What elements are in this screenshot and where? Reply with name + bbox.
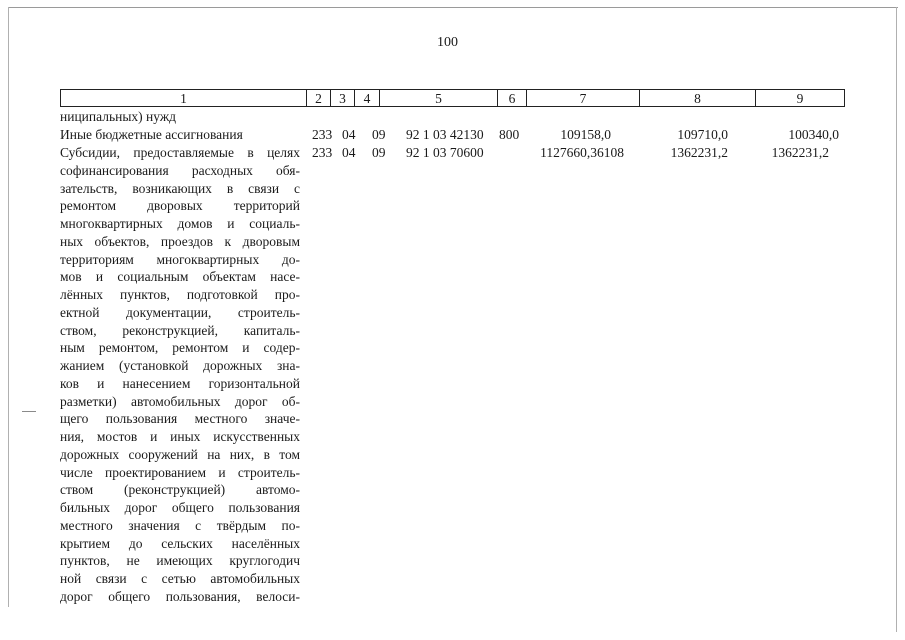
cell-col-7: 109158,0 (560, 127, 611, 142)
cell-col-9: 100340,0 (788, 127, 839, 142)
table-header-row (60, 89, 845, 107)
description-line: местного значения с твёрдым по- (60, 517, 300, 533)
cell-col-4: 09 (372, 127, 386, 142)
cell-col-4: 09 (372, 145, 386, 160)
header-col-2: 2 (306, 90, 330, 106)
description-line: ния, мостов и иных искусственных (60, 429, 300, 444)
header-col-6: 6 (497, 90, 526, 106)
description-line: лённых пунктов, подготовкой про- (60, 287, 300, 302)
header-col-7: 7 (526, 90, 639, 106)
description-line: дорожных сооружений на них, в том (60, 446, 300, 462)
description-line: ной связи с сетью автомобильных (60, 571, 300, 586)
description-line: мов и социальным объектам насе- (60, 269, 300, 285)
cell-col-5: 92 1 03 42130 (406, 127, 484, 142)
cell-col-3: 04 (342, 145, 356, 160)
scan-mark (22, 411, 36, 412)
row-description (60, 144, 300, 606)
description-line: ным ремонтом, ремонтом и содер- (60, 340, 300, 356)
cell-col-5: 92 1 03 70600 (406, 145, 484, 160)
description-line: зательств, возникающих в связи с (60, 180, 300, 196)
description-line: дорог общего пользования, велоси- (60, 588, 300, 604)
header-col-4: 4 (354, 90, 379, 106)
cell-col-9: 1362231,2 (771, 145, 829, 160)
row-name: Иные бюджетные ассигнования (60, 127, 243, 142)
description-line: ремонтом дворовых территорий (60, 198, 300, 214)
description-line: ектной документации, строитель- (60, 304, 300, 320)
description-line: ством, реконструкцией, капиталь- (60, 322, 300, 338)
page-number: 100 (437, 35, 458, 50)
cell-col-6: 800 (499, 127, 520, 142)
header-col-8: 8 (639, 90, 755, 106)
description-line: бильных дорог общего пользования (60, 500, 300, 515)
cell-col-2: 233 (312, 127, 333, 142)
cell-col-8: 1362231,2 (670, 145, 728, 160)
description-line: жанием (установкой дорожных зна- (60, 358, 300, 373)
description-line: территориям многоквартирных до- (60, 251, 300, 267)
page-edge-top (8, 7, 898, 8)
cell-col-7: 1127660,36108 (540, 145, 624, 160)
header-col-9: 9 (755, 90, 844, 106)
header-col-1: 1 (180, 91, 187, 106)
description-line: многоквартирных домов и социаль- (60, 216, 300, 231)
page-edge-left (8, 7, 9, 607)
continuation-text: ниципальных) нужд (60, 109, 177, 124)
description-line: Субсидии, предоставляемые в целях (60, 145, 300, 160)
description-line: ством (реконструкцией) автомо- (60, 482, 300, 498)
description-line: ных объектов, проездов к дворовым (60, 233, 300, 249)
description-line: пунктов, не имеющих круглогодич (60, 553, 300, 569)
header-col-3: 3 (330, 90, 354, 106)
cell-col-2: 233 (312, 145, 333, 160)
description-line: ков и нанесением горизонтальной (60, 375, 300, 391)
description-line: софинансирования расходных обя- (60, 162, 300, 178)
header-col-5: 5 (379, 90, 497, 106)
cell-col-3: 04 (342, 127, 356, 142)
description-line: щего пользования местного значе- (60, 411, 300, 427)
page-edge-right (896, 7, 897, 632)
cell-col-8: 109710,0 (677, 127, 728, 142)
description-line: числе проектированием и строитель- (60, 464, 300, 480)
description-line: разметки) автомобильных дорог об- (60, 393, 300, 409)
description-line: крытием до сельских населённых (60, 535, 300, 551)
